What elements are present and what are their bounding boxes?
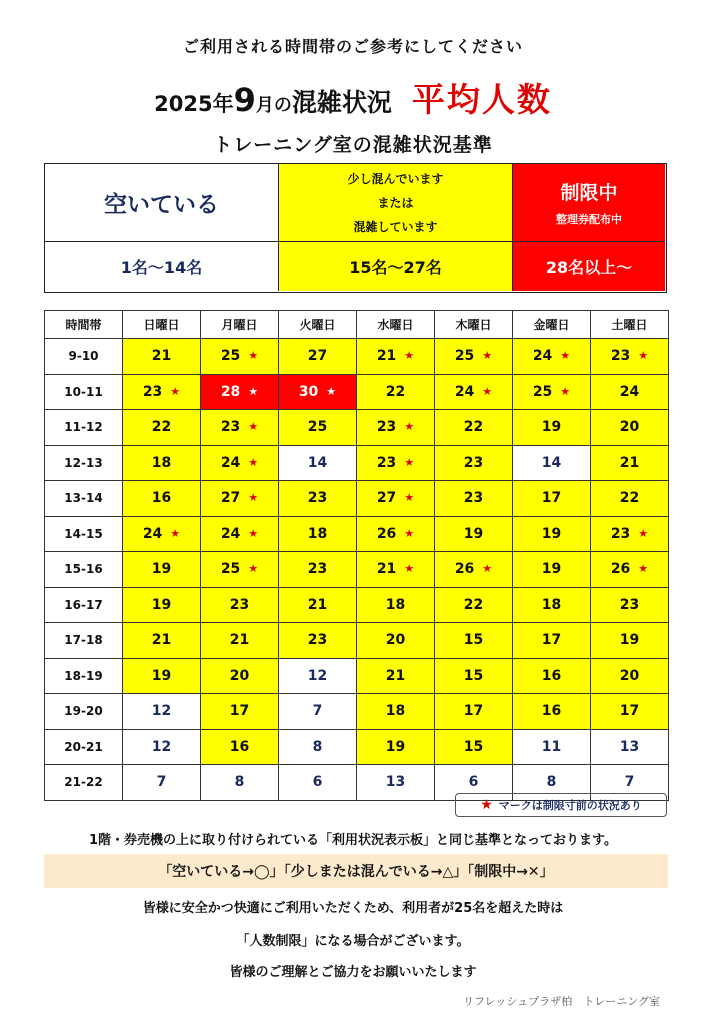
- header-day: 日曜日: [123, 311, 201, 339]
- count-value: 7: [156, 774, 167, 791]
- star-icon: ★: [248, 491, 259, 505]
- star-icon: ★: [248, 455, 259, 469]
- count-cell: [435, 694, 513, 730]
- time-slot-cell: 12-13: [45, 445, 123, 481]
- table-row: [45, 339, 669, 375]
- header-day: 土曜日: [591, 311, 669, 339]
- count-value: 12: [307, 667, 328, 684]
- count-cell: [279, 552, 357, 588]
- count-value: 21: [376, 561, 397, 578]
- count-cell: [435, 481, 513, 517]
- count-value: 15: [463, 738, 484, 755]
- time-slot-cell: 16-17: [45, 587, 123, 623]
- time-slot-cell: 10-11: [45, 374, 123, 410]
- count-cell: [435, 729, 513, 765]
- legend-moderate-line1: 少し混んでいます: [347, 171, 444, 186]
- count-value: 15: [463, 632, 484, 649]
- count-cell: [279, 765, 357, 801]
- count-cell: [435, 623, 513, 659]
- header-day: 水曜日: [357, 311, 435, 339]
- count-value: 22: [619, 490, 640, 507]
- legend-heading: トレーニング室の混雑状況基準: [213, 134, 493, 156]
- star-icon: ★: [404, 562, 415, 576]
- count-cell: [123, 623, 201, 659]
- count-value: 25: [454, 348, 475, 365]
- count-value: 23: [307, 490, 328, 507]
- count-value: 19: [541, 525, 562, 542]
- count-cell: [513, 623, 591, 659]
- count-cell: [513, 552, 591, 588]
- count-cell: [123, 445, 201, 481]
- legend-moderate-range: 15名〜27名: [279, 242, 513, 291]
- count-value: 6: [468, 774, 479, 791]
- legend-moderate-label: [279, 164, 513, 242]
- count-value: 7: [312, 703, 323, 720]
- count-value: 11: [541, 738, 562, 755]
- count-cell: [279, 658, 357, 694]
- count-value: 23: [142, 383, 163, 400]
- symbol-band: 「空いている→◯」「少しまたは混んでいる→△」「制限中→✕」: [44, 854, 668, 888]
- star-note: [455, 793, 667, 817]
- legend-empty-label: 空いている: [45, 164, 279, 242]
- count-cell: [279, 587, 357, 623]
- count-value: 26: [376, 525, 397, 542]
- count-cell: [123, 694, 201, 730]
- count-cell: [201, 374, 279, 410]
- count-cell: [357, 410, 435, 446]
- count-cell: [357, 765, 435, 801]
- table-row: [45, 694, 669, 730]
- count-value: 14: [307, 454, 328, 471]
- count-cell: [513, 587, 591, 623]
- count-cell: [201, 765, 279, 801]
- count-value: 21: [151, 632, 172, 649]
- star-icon: ★: [480, 797, 493, 813]
- star-icon: ★: [482, 349, 493, 363]
- footer-line-1: 1階・券売機の上に取り付けられている「利用状況表示板」と同じ基準となっております。: [88, 833, 617, 848]
- count-cell: [513, 658, 591, 694]
- count-value: 21: [385, 667, 406, 684]
- count-value: 30: [298, 383, 319, 400]
- count-cell: [201, 445, 279, 481]
- count-cell: [591, 374, 669, 410]
- time-slot-cell: 14-15: [45, 516, 123, 552]
- count-value: 24: [220, 454, 241, 471]
- count-cell: [279, 410, 357, 446]
- legend-limited-title: 制限中: [560, 182, 618, 204]
- congestion-table: [44, 310, 669, 801]
- count-value: 19: [151, 561, 172, 578]
- count-value: 25: [220, 561, 241, 578]
- count-cell: [357, 694, 435, 730]
- count-cell: [123, 552, 201, 588]
- count-value: 23: [463, 454, 484, 471]
- count-value: 21: [307, 596, 328, 613]
- count-value: 24: [619, 383, 640, 400]
- count-cell: [435, 552, 513, 588]
- count-cell: [279, 481, 357, 517]
- count-value: 21: [151, 348, 172, 365]
- star-icon: ★: [248, 420, 259, 434]
- count-value: 26: [610, 561, 631, 578]
- star-icon: ★: [482, 562, 493, 576]
- count-value: 17: [463, 703, 484, 720]
- table-row: [45, 481, 669, 517]
- title-month: 9: [233, 81, 256, 119]
- footer-line-4: 皆様のご理解とご協力をお願いいたします: [229, 965, 477, 980]
- count-cell: [513, 339, 591, 375]
- count-value: 25: [220, 348, 241, 365]
- table-row: [45, 516, 669, 552]
- count-value: 7: [624, 774, 635, 791]
- count-cell: [513, 729, 591, 765]
- star-icon: ★: [482, 384, 493, 398]
- count-cell: [201, 552, 279, 588]
- star-icon: ★: [638, 562, 649, 576]
- header-day: 金曜日: [513, 311, 591, 339]
- facility-credit: リフレッシュプラザ柏 トレーニング室: [462, 995, 660, 1008]
- star-icon: ★: [404, 349, 415, 363]
- count-cell: [357, 552, 435, 588]
- count-value: 28: [220, 383, 241, 400]
- star-icon: ★: [248, 526, 259, 540]
- star-icon: ★: [404, 455, 415, 469]
- table-row: [45, 658, 669, 694]
- count-cell: [357, 374, 435, 410]
- legend-limited-label: [513, 164, 665, 242]
- congestion-legend: [44, 163, 667, 293]
- count-cell: [279, 729, 357, 765]
- count-cell: [279, 694, 357, 730]
- star-icon: ★: [326, 384, 337, 398]
- count-value: 19: [619, 632, 640, 649]
- count-value: 24: [532, 348, 553, 365]
- count-value: 20: [229, 667, 250, 684]
- count-cell: [123, 765, 201, 801]
- title-highlight: 平均人数: [411, 80, 552, 119]
- footer-line-3: 「人数制限」になる場合がございます。: [236, 934, 470, 949]
- star-note-text: マークは制限寸前の状況あり: [498, 799, 642, 812]
- count-value: 13: [385, 774, 406, 791]
- count-value: 27: [220, 490, 241, 507]
- count-cell: [357, 339, 435, 375]
- count-cell: [357, 481, 435, 517]
- count-value: 23: [229, 596, 250, 613]
- count-value: 6: [312, 774, 323, 791]
- time-slot-cell: 17-18: [45, 623, 123, 659]
- count-cell: [123, 658, 201, 694]
- count-cell: [591, 623, 669, 659]
- star-icon: ★: [560, 384, 571, 398]
- count-cell: [357, 729, 435, 765]
- count-cell: [279, 339, 357, 375]
- table-row: [45, 374, 669, 410]
- count-cell: [435, 374, 513, 410]
- legend-moderate-line3: 混雑しています: [353, 219, 438, 234]
- count-cell: [591, 410, 669, 446]
- count-cell: [357, 623, 435, 659]
- count-cell: [591, 481, 669, 517]
- count-cell: [591, 516, 669, 552]
- count-cell: [279, 623, 357, 659]
- count-value: 17: [619, 703, 640, 720]
- time-slot-cell: 15-16: [45, 552, 123, 588]
- star-icon: ★: [248, 562, 259, 576]
- count-value: 17: [541, 632, 562, 649]
- star-icon: ★: [638, 526, 649, 540]
- time-slot-cell: 20-21: [45, 729, 123, 765]
- count-value: 22: [463, 596, 484, 613]
- count-value: 20: [385, 632, 406, 649]
- title-main: 混雑状況: [291, 88, 392, 117]
- count-cell: [123, 729, 201, 765]
- table-row: [45, 729, 669, 765]
- table-row: [45, 623, 669, 659]
- count-value: 23: [610, 525, 631, 542]
- count-cell: [591, 445, 669, 481]
- count-cell: [513, 374, 591, 410]
- star-icon: ★: [248, 384, 259, 398]
- title-year: 2025年: [154, 92, 234, 116]
- star-icon: ★: [170, 526, 181, 540]
- count-value: 19: [385, 738, 406, 755]
- count-value: 24: [142, 525, 163, 542]
- footer-line-2: 皆様に安全かつ快適にご利用いただくため、利用者が25名を超えた時は: [142, 901, 564, 916]
- count-cell: [435, 445, 513, 481]
- count-cell: [279, 445, 357, 481]
- count-cell: [513, 481, 591, 517]
- count-cell: [513, 410, 591, 446]
- count-value: 8: [312, 738, 323, 755]
- count-value: 19: [151, 667, 172, 684]
- count-value: 18: [151, 454, 172, 471]
- count-cell: [435, 587, 513, 623]
- time-slot-cell: 18-19: [45, 658, 123, 694]
- count-cell: [591, 587, 669, 623]
- count-cell: [435, 339, 513, 375]
- count-value: 18: [385, 703, 406, 720]
- count-value: 16: [229, 738, 250, 755]
- count-value: 18: [541, 596, 562, 613]
- count-value: 15: [463, 667, 484, 684]
- time-slot-cell: 19-20: [45, 694, 123, 730]
- count-value: 25: [307, 419, 328, 436]
- count-value: 12: [151, 738, 172, 755]
- count-value: 16: [541, 667, 562, 684]
- count-value: 23: [307, 632, 328, 649]
- count-value: 24: [454, 383, 475, 400]
- count-value: 12: [151, 703, 172, 720]
- count-cell: [435, 658, 513, 694]
- count-value: 19: [541, 561, 562, 578]
- count-value: 16: [541, 703, 562, 720]
- count-cell: [279, 516, 357, 552]
- count-value: 22: [151, 419, 172, 436]
- count-cell: [201, 729, 279, 765]
- count-cell: [435, 516, 513, 552]
- count-cell: [357, 658, 435, 694]
- count-cell: [201, 587, 279, 623]
- count-cell: [279, 374, 357, 410]
- count-value: 17: [541, 490, 562, 507]
- count-value: 20: [619, 667, 640, 684]
- count-cell: [591, 552, 669, 588]
- count-cell: [123, 339, 201, 375]
- header-day: 火曜日: [279, 311, 357, 339]
- time-slot-cell: 13-14: [45, 481, 123, 517]
- count-cell: [123, 410, 201, 446]
- title-month-suffix: 月の: [255, 95, 292, 116]
- count-value: 23: [619, 596, 640, 613]
- count-cell: [201, 694, 279, 730]
- header-day: 木曜日: [435, 311, 513, 339]
- count-value: 16: [151, 490, 172, 507]
- count-value: 19: [463, 525, 484, 542]
- time-slot-cell: 11-12: [45, 410, 123, 446]
- count-cell: [201, 658, 279, 694]
- count-value: 22: [463, 419, 484, 436]
- page-title: [0, 74, 706, 121]
- count-cell: [123, 516, 201, 552]
- star-icon: ★: [404, 526, 415, 540]
- count-value: 8: [546, 774, 557, 791]
- table-row: [45, 552, 669, 588]
- count-cell: [123, 587, 201, 623]
- star-icon: ★: [404, 491, 415, 505]
- count-cell: [357, 587, 435, 623]
- count-value: 17: [229, 703, 250, 720]
- count-cell: [123, 374, 201, 410]
- table-row: [45, 587, 669, 623]
- count-value: 8: [234, 774, 245, 791]
- time-slot-cell: 21-22: [45, 765, 123, 801]
- legend-moderate-line2: または: [377, 195, 414, 210]
- count-cell: [591, 729, 669, 765]
- count-value: 27: [307, 348, 328, 365]
- count-cell: [357, 516, 435, 552]
- count-value: 25: [532, 383, 553, 400]
- count-value: 21: [229, 632, 250, 649]
- count-cell: [201, 410, 279, 446]
- count-value: 19: [151, 596, 172, 613]
- legend-limited-range: 28名以上〜: [513, 242, 665, 291]
- count-cell: [513, 694, 591, 730]
- count-cell: [591, 339, 669, 375]
- legend-empty-range: 1名〜14名: [45, 242, 279, 291]
- star-icon: ★: [170, 384, 181, 398]
- intro-text: ご利用される時間帯のご参考にしてください: [182, 37, 523, 56]
- count-value: 20: [619, 419, 640, 436]
- count-cell: [357, 445, 435, 481]
- star-icon: ★: [638, 349, 649, 363]
- star-icon: ★: [560, 349, 571, 363]
- table-row: [45, 445, 669, 481]
- count-value: 23: [610, 348, 631, 365]
- count-value: 23: [307, 561, 328, 578]
- count-value: 26: [454, 561, 475, 578]
- count-cell: [591, 658, 669, 694]
- count-value: 14: [541, 454, 562, 471]
- count-value: 21: [376, 348, 397, 365]
- count-value: 13: [619, 738, 640, 755]
- count-value: 18: [385, 596, 406, 613]
- header-time-slot: 時間帯: [45, 311, 123, 339]
- count-cell: [201, 516, 279, 552]
- count-value: 23: [376, 419, 397, 436]
- count-value: 23: [463, 490, 484, 507]
- time-slot-cell: 9-10: [45, 339, 123, 375]
- count-value: 24: [220, 525, 241, 542]
- count-cell: [591, 694, 669, 730]
- count-value: 23: [376, 454, 397, 471]
- count-value: 19: [541, 419, 562, 436]
- count-cell: [201, 339, 279, 375]
- table-row: [45, 410, 669, 446]
- count-value: 27: [376, 490, 397, 507]
- legend-limited-sub: 整理券配布中: [556, 213, 622, 226]
- count-cell: [123, 481, 201, 517]
- header-day: 月曜日: [201, 311, 279, 339]
- count-cell: [201, 481, 279, 517]
- table-body: [45, 339, 669, 801]
- count-value: 22: [385, 383, 406, 400]
- count-value: 18: [307, 525, 328, 542]
- count-value: 21: [619, 454, 640, 471]
- table-header-row: [45, 311, 669, 339]
- count-cell: [201, 623, 279, 659]
- count-cell: [513, 445, 591, 481]
- count-cell: [513, 516, 591, 552]
- star-icon: ★: [404, 420, 415, 434]
- count-value: 23: [220, 419, 241, 436]
- star-icon: ★: [248, 349, 259, 363]
- count-cell: [435, 410, 513, 446]
